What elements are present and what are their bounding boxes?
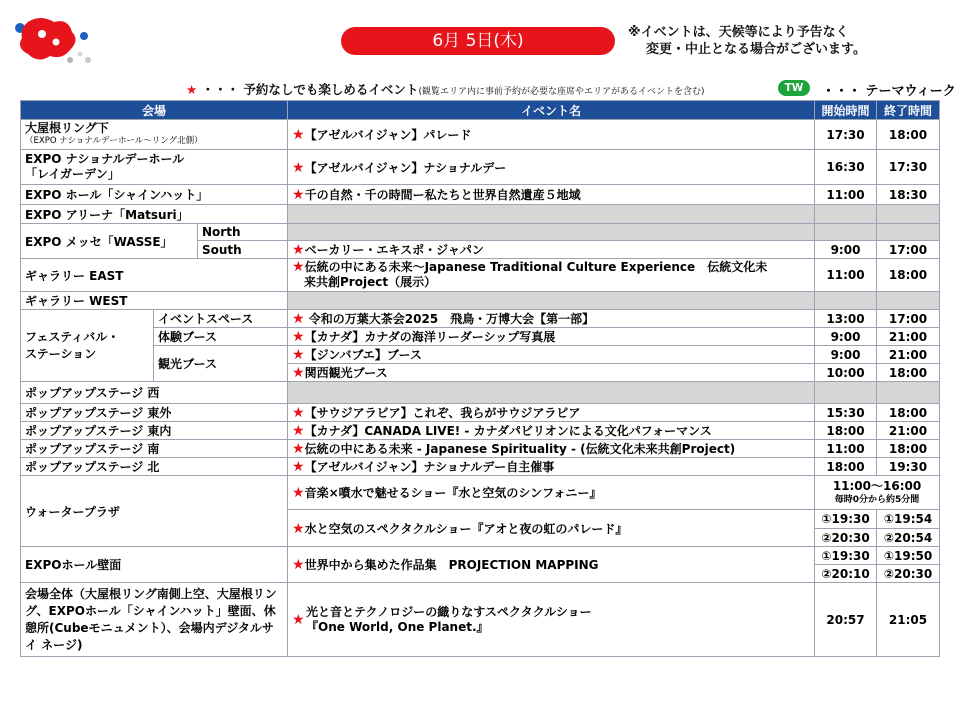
start-time: ②20:10 (815, 565, 877, 583)
start-time: 9:00 (815, 328, 877, 346)
expo-logo (10, 16, 94, 66)
venue-cell: ポップアップステージ 西 (21, 382, 288, 404)
end-time: 18:00 (877, 404, 940, 422)
empty-end-cell (877, 382, 940, 404)
event-cell: ★伝統の中にある未来〜Japanese Traditional Culture Experience 伝統文化未 来共創Project（展示） (288, 259, 815, 292)
sub-venue-cell: イベントスペース (154, 310, 288, 328)
event-cell: ★世界中から集めた作品集 PROJECTION MAPPING (288, 547, 815, 583)
theme-week-legend: ・・・ テーマウィーク (822, 84, 956, 99)
event-cell: ★【アゼルバイジャン】ナショナルデー (288, 150, 815, 185)
table-row (21, 476, 940, 510)
venue-cell: 会場全体（大屋根リング南側上空、大屋根リング、EXPOホール「シャインハット」壁面、休憩所(Cubeモニュメント）、会場内デジタルサイ ネージ) (21, 583, 288, 657)
header-start: 開始時間 (815, 101, 877, 120)
start-time: ②20:30 (815, 529, 877, 547)
start-time: 11:00 (815, 440, 877, 458)
table-row (21, 422, 940, 440)
end-time: 17:00 (877, 241, 940, 259)
venue-cell: ポップアップステージ 東内 (21, 422, 288, 440)
event-cell: ★【カナダ】CANADA LIVE! - カナダパビリオンによる文化パフォーマンス (288, 422, 815, 440)
empty-event-cell (288, 382, 815, 404)
sub-venue-cell: 観光ブース (154, 346, 288, 382)
end-time: 19:30 (877, 458, 940, 476)
venue-cell: ギャラリー WEST (21, 292, 288, 310)
venue-cell: EXPO ナショナルデーホール 「レイガーデン」 (21, 150, 288, 185)
start-time: ①19:30 (815, 547, 877, 565)
event-cell: ★【アゼルバイジャン】パレード (288, 120, 815, 150)
empty-end-cell (877, 292, 940, 310)
start-time: 11:00 (815, 259, 877, 292)
start-time: 13:00 (815, 310, 877, 328)
start-time: 20:57 (815, 583, 877, 657)
end-time: 21:05 (877, 583, 940, 657)
table-row (21, 458, 940, 476)
star-icon: ★ (186, 82, 198, 97)
venue-cell: ギャラリー EAST (21, 259, 288, 292)
end-time: 18:30 (877, 185, 940, 205)
table-row (21, 120, 940, 150)
end-time: 17:00 (877, 310, 940, 328)
table-row (21, 292, 940, 310)
start-time: 15:30 (815, 404, 877, 422)
event-schedule-table (20, 100, 940, 657)
start-time: 17:30 (815, 120, 877, 150)
venue-cell: EXPO アリーナ「Matsuri」 (21, 205, 288, 224)
sub-venue-cell: North (198, 224, 288, 241)
event-cell: ★千の自然・千の時間ー私たちと世界自然遺産５地域 (288, 185, 815, 205)
venue-cell: ポップアップステージ 南 (21, 440, 288, 458)
header-end: 終了時間 (877, 101, 940, 120)
venue-cell: フェスティバル・ ステーション (21, 310, 154, 382)
start-time: ①19:30 (815, 510, 877, 529)
start-time: 9:00 (815, 346, 877, 364)
empty-event-cell (288, 205, 815, 224)
start-time: 10:00 (815, 364, 877, 382)
venue-cell: EXPO ホール「シャインハット」 (21, 185, 288, 205)
end-time: ①19:54 (877, 510, 940, 529)
header-venue: 会場 (21, 101, 288, 120)
legend-reservation-free: ★ ・・・ 予約なしでも楽しめるイベント(観覧エリア内に事前予約が必要な座席やエリアがあるイベントを含む) (186, 82, 705, 97)
end-time: 18:00 (877, 364, 940, 382)
empty-end-cell (877, 205, 940, 224)
table-row (21, 205, 940, 224)
event-cell: ★伝統の中にある未来 - Japanese Spirituality - (伝統文化未来共創Project) (288, 440, 815, 458)
end-time: 17:30 (877, 150, 940, 185)
header-event: イベント名 (288, 101, 815, 120)
table-row (21, 382, 940, 404)
empty-start-cell (815, 292, 877, 310)
time-range-cell: 11:00〜16:00 毎時0分から約5分間 (815, 476, 940, 510)
theme-week-badge: TW (778, 80, 810, 96)
table-row (21, 328, 940, 346)
empty-start-cell (815, 224, 877, 241)
sub-venue-cell: South (198, 241, 288, 259)
venue-cell: 大屋根リング下 （EXPO ナショナルデーホール〜リング北側） (21, 120, 288, 150)
table-row (21, 547, 940, 565)
event-cell: ★【ジンバブエ】ブース (288, 346, 815, 364)
table-row (21, 150, 940, 185)
end-time: 18:00 (877, 440, 940, 458)
date-badge: 6月 5日(木) (341, 27, 615, 55)
table-row (21, 224, 940, 241)
empty-start-cell (815, 205, 877, 224)
event-cell: ★ 令和の万葉大茶会2025 飛鳥・万博大会【第一部】 (288, 310, 815, 328)
start-time: 16:30 (815, 150, 877, 185)
start-time: 18:00 (815, 422, 877, 440)
table-row (21, 310, 940, 328)
end-time: 18:00 (877, 259, 940, 292)
weather-notice: ※イベントは、天候等により予告なく 変更・中止となる場合がございます。 (628, 25, 866, 57)
end-time: ②20:30 (877, 565, 940, 583)
start-time: 11:00 (815, 185, 877, 205)
start-time: 18:00 (815, 458, 877, 476)
table-row (21, 440, 940, 458)
table-row (21, 583, 940, 657)
event-cell: ★【カナダ】カナダの海洋リーダーシップ写真展 (288, 328, 815, 346)
venue-cell: ポップアップステージ 北 (21, 458, 288, 476)
start-time: 9:00 (815, 241, 877, 259)
sub-venue-cell: 体験ブース (154, 328, 288, 346)
venue-cell: EXPOホール壁面 (21, 547, 288, 583)
end-time: 21:00 (877, 328, 940, 346)
table-header-row (21, 101, 940, 120)
empty-end-cell (877, 224, 940, 241)
venue-cell: ウォータープラザ (21, 476, 288, 547)
venue-cell: ポップアップステージ 東外 (21, 404, 288, 422)
event-cell: ★【アゼルバイジャン】ナショナルデー自主催事 (288, 458, 815, 476)
empty-event-cell (288, 292, 815, 310)
venue-cell: EXPO メッセ「WASSE」 (21, 224, 198, 259)
table-row (21, 346, 940, 364)
end-time: ②20:54 (877, 529, 940, 547)
empty-start-cell (815, 382, 877, 404)
event-cell: ★ベーカリー・エキスポ・ジャパン (288, 241, 815, 259)
empty-event-cell (288, 224, 815, 241)
end-time: 21:00 (877, 346, 940, 364)
event-cell: ★水と空気のスペクタクルショー『アオと夜の虹のパレード』 (288, 510, 815, 547)
event-cell: ★音楽×噴水で魅せるショー『水と空気のシンフォニー』 (288, 476, 815, 510)
table-row (21, 259, 940, 292)
table-row (21, 185, 940, 205)
end-time: 18:00 (877, 120, 940, 150)
event-cell: ★【サウジアラビア】これぞ、我らがサウジアラビア (288, 404, 815, 422)
end-time: ①19:50 (877, 547, 940, 565)
event-cell: ★ 光と音とテクノロジーの織りなすスペクタクルショー 『One World, One Planet.』 (288, 583, 815, 657)
event-cell: ★関西観光ブース (288, 364, 815, 382)
end-time: 21:00 (877, 422, 940, 440)
table-row (21, 404, 940, 422)
